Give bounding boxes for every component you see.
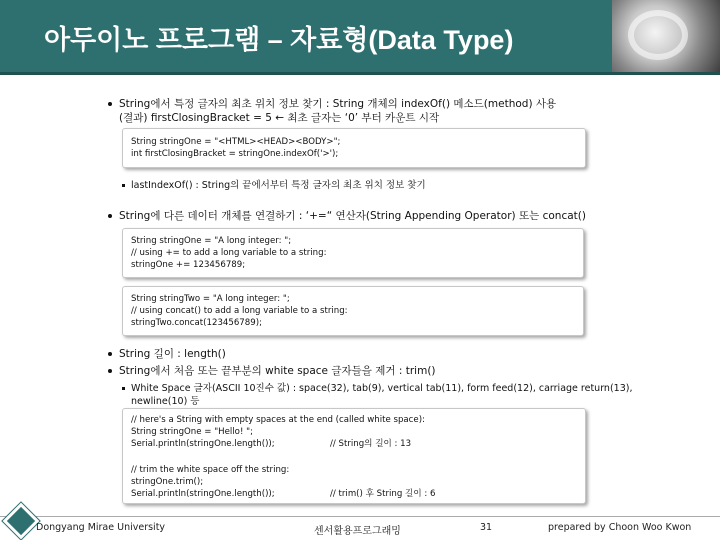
code-line: stringOne.trim(); <box>131 477 204 487</box>
code-comment: // String의 길이 : 13 <box>330 439 412 449</box>
code-line: // using concat() to add a long variable to a string: <box>131 306 348 316</box>
code-line: int firstClosingBracket = stringOne.indexOf('>'); <box>131 149 339 159</box>
result-text: (결과) firstClosingBracket = 5 ← 최초 글자는 ‘0’ 부터 카운트 시작 <box>119 112 440 124</box>
code-line: String stringTwo = "A long integer: "; <box>131 294 290 304</box>
sub-bullet-lastindexof <box>122 177 426 191</box>
bullet-length <box>108 346 226 361</box>
sub-bullet-text: lastIndexOf() : String의 끝에서부터 특정 글자의 최초 위치 정보 찾기 <box>131 180 426 191</box>
bullet-text: String에서 특정 글자의 최초 위치 정보 찾기 : String 개체의 indexOf() 메소드(method) 사용 <box>119 98 557 110</box>
sub-bullet-continuation <box>131 393 199 407</box>
bullet-result <box>119 110 439 125</box>
code-line: stringOne += 123456789; <box>131 260 246 270</box>
page-title: 아두이노 프로그램 – 자료형(Data Type) <box>44 25 514 55</box>
bullet-dot-icon <box>108 214 112 218</box>
code-line: String stringOne = "<HTML><HEAD><BODY>"; <box>131 137 341 147</box>
code-line: Serial.println(stringOne.length()); <box>131 439 275 449</box>
code-line: Serial.println(stringOne.length()); <box>131 489 275 499</box>
code-line: String stringOne = "Hello! "; <box>131 427 253 437</box>
bullet-text: String에서 처음 또는 끝부분의 white space 글자들을 제거 : trim() <box>119 365 436 377</box>
code-comment: // trim() 후 String 길이 : 6 <box>330 489 436 499</box>
bullet-indexof <box>108 96 556 111</box>
title-divider <box>0 72 720 75</box>
code-line: // here's a String with empty spaces at the end (called white space): <box>131 415 425 425</box>
diamond-logo-icon <box>3 503 40 540</box>
code-line: stringTwo.concat(123456789); <box>131 318 262 328</box>
footer-author: prepared by Choon Woo Kwon <box>548 522 692 533</box>
bullet-dot-icon <box>108 352 112 356</box>
sub-bullet-text: newline(10) 등 <box>131 396 200 407</box>
sub-bullet-text: White Space 글자(ASCII 10진수 값) : space(32), tab(9), vertical tab(11), form feed(12), carriage return(13), <box>131 383 633 394</box>
footer-divider <box>0 516 720 517</box>
sub-bullet-whitespace <box>122 380 632 394</box>
code-line: // trim the white space off the string: <box>131 465 290 475</box>
code-line: String stringOne = "A long integer: "; <box>131 236 292 246</box>
sub-bullet-square-icon <box>122 387 125 390</box>
bullet-text: String에 다른 데이터 개체를 연결하기 : ‘+=“ 연산자(String Appending Operator) 또는 concat() <box>119 210 586 222</box>
bullet-dot-icon <box>108 102 112 106</box>
bullet-concat <box>108 208 586 223</box>
bullet-text: String 길이 : length() <box>119 348 226 360</box>
bullet-trim <box>108 363 436 378</box>
bullet-dot-icon <box>108 369 112 373</box>
code-line: // using += to add a long variable to a string: <box>131 248 327 258</box>
footer-course: 센서활용프로그래밍 <box>314 526 401 537</box>
page-number: 31 <box>480 522 493 533</box>
logo-ring <box>628 10 688 60</box>
sub-bullet-square-icon <box>122 184 125 187</box>
footer-university: Dongyang Mirae University <box>36 522 166 533</box>
